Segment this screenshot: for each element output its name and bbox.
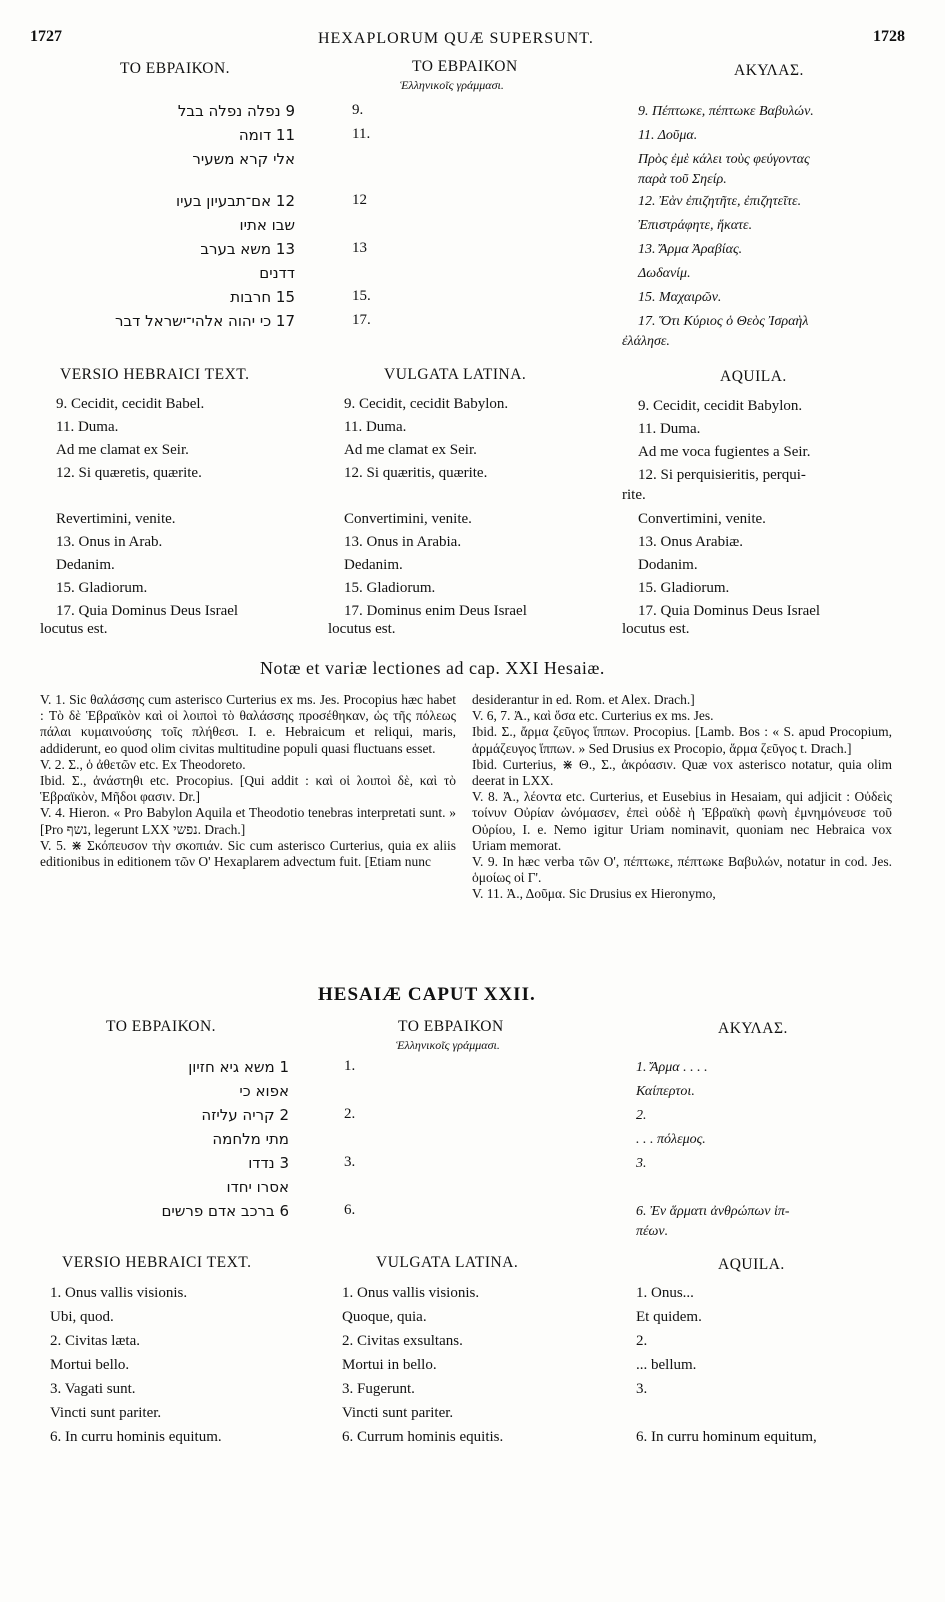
translit-verse-number: 12 [352, 192, 367, 208]
hebrew-line: אפוא כי [239, 1082, 289, 1100]
aquila-greek-line: 2. [636, 1108, 647, 1123]
hebrew-line: אלי קרא משעיר [192, 150, 295, 168]
translit-column-subheading: Ἑλληνικοῖς γράμμασι. [400, 78, 504, 92]
aquila-column-heading: ΑΚΥΛΑΣ. [734, 62, 804, 79]
translit-column-heading: ΤΟ ΕΒΡΑΙΚΟΝ [412, 58, 518, 75]
versio-line: 12. Si quæretis, quærite. [56, 465, 202, 481]
vulgata-line: 6. Currum hominis equitis. [342, 1429, 504, 1445]
translit-verse-number: 13 [352, 240, 367, 256]
aquila-latin-line: 2. [636, 1333, 648, 1349]
aquila-latin-line: locutus est. [622, 621, 690, 637]
versio-line: Mortui bello. [50, 1357, 130, 1373]
hebrew-line: 3 נדדו [248, 1154, 289, 1172]
versio-line: 3. Vagati sunt. [50, 1381, 136, 1397]
translit-verse-number: 1. [344, 1058, 356, 1074]
note-paragraph: V. 8. Ἀ., λέοντα etc. Curterius, et Eusebius in Hesaiam, qui adjicit : Οὐδεὶς τοίνυν Οὐρίαν ὠνόμασεν, ἐπεὶ οὐδὲ ἡ Ἑβραϊκὴ φωνὴ ἐμνημόνευσε τοῦ Οὐρίου, I. e. Nemo igitur Uriam nominavit, quoniam nec Hebraica vox Uriam memorat. [472, 789, 892, 853]
aquila-latin-line: 13. Onus Arabiæ. [638, 534, 743, 550]
chapter-heading: HESAIÆ CAPUT XXII. [318, 984, 536, 1005]
note-paragraph: desiderantur in ed. Rom. et Alex. Drach.] [472, 692, 695, 707]
aquila-latin-line: 12. Si perquisieritis, perqui- [638, 467, 806, 483]
vulgata-line: 1. Onus vallis visionis. [342, 1285, 480, 1301]
aquila-greek-line: ἐλάλησε. [622, 334, 670, 349]
aquila-greek-line: 15. Μαχαιρῶν. [638, 290, 722, 305]
aquila-greek-line: πέων. [636, 1224, 669, 1239]
note-paragraph: V. 11. Ἀ., Δοῦμα. Sic Drusius ex Hieronymo, [472, 886, 716, 902]
versio-line: 2. Civitas læta. [50, 1333, 140, 1349]
aquila-latin-line: 11. Duma. [638, 421, 701, 437]
vulgata-line: locutus est. [328, 621, 396, 637]
aquila-latin-line: Dodanim. [638, 557, 698, 573]
aquila-latin-line: Et quidem. [636, 1309, 702, 1325]
notes-right-column [472, 692, 892, 903]
aquila-latin-line: 1. Onus... [636, 1285, 694, 1301]
aquila-greek-line: Πρὸς ἐμὲ κάλει τοὺς φεύγοντας [638, 152, 810, 167]
aquila-latin-line: 9. Cecidit, cecidit Babylon. [638, 398, 803, 414]
translit-verse-number: 11. [352, 126, 371, 142]
vulgata-column-heading: VULGATA LATINA. [384, 366, 527, 383]
aquila-latin-line: 6. In curru hominum equitum, [636, 1429, 817, 1445]
versio-column-heading: VERSIO HEBRAICI TEXT. [60, 366, 250, 383]
vulgata-line: 12. Si quæritis, quærite. [344, 465, 488, 481]
aquila-greek-line: Καίπερτοι. [636, 1084, 695, 1099]
versio-line: 15. Gladiorum. [56, 580, 148, 596]
translit-verse-number: 15. [352, 288, 371, 304]
vulgata-line: Vincti sunt pariter. [342, 1405, 454, 1421]
vulgata-line: 15. Gladiorum. [344, 580, 436, 596]
hebrew-line: דדנים [259, 264, 295, 282]
vulgata-line: Ad me clamat ex Seir. [344, 442, 477, 458]
note-paragraph: Ibid. Σ., ἀνάστηθι etc. Procopius. [Qui addit : καὶ οἱ λοιποὶ δὲ, καὶ τὸ Ἑβραϊκὸν, Μῆδοι φασιν. Dr.] [40, 773, 456, 805]
aquila-greek-line: 17. Ὅτι Κύριος ὁ Θεὸς Ἰσραὴλ [638, 314, 809, 329]
vulgata-line: 2. Civitas exsultans. [342, 1333, 463, 1349]
note-paragraph: Ibid. Σ., ἄρμα ζεῦγος ἵππων. Procopius. [Lamb. Bos : « S. apud Procopium, ἁρμάζευγος ἵππων. » Sed Drusius ex Procopio, ἅρμα ζεῦγος t. Drach.] [472, 724, 892, 756]
vulgata-line: Convertimini, venite. [344, 511, 472, 527]
page-number-left: 1727 [30, 28, 62, 45]
translit-column-subheading: Ἑλληνικοῖς γράμμασι. [396, 1038, 500, 1052]
translit-verse-number: 3. [344, 1154, 356, 1170]
aquila-greek-line: Ἐπιστράφητε, ἥκατε. [638, 218, 753, 233]
versio-line: Dedanim. [56, 557, 115, 573]
vulgata-line: Quoque, quia. [342, 1309, 427, 1325]
hebrew-line: 12 אם־תבעיון בעיו [176, 192, 295, 210]
hebrew-column-heading: ΤΟ ΕΒΡΑΙΚΟΝ. [120, 60, 231, 77]
vulgata-column-heading: VULGATA LATINA. [376, 1254, 519, 1271]
hebrew-line: מתי מלחמה [212, 1130, 289, 1148]
aquila-latin-line: Ad me voca fugientes a Seir. [638, 444, 811, 460]
versio-line: 6. In curru hominis equitum. [50, 1429, 222, 1445]
hebrew-line: 1 משא גיא חזיון [188, 1058, 289, 1076]
versio-line: 13. Onus in Arab. [56, 534, 163, 550]
versio-line: Vincti sunt pariter. [50, 1405, 162, 1421]
translit-verse-number: 6. [344, 1202, 356, 1218]
vulgata-line: 17. Dominus enim Deus Israel [344, 603, 527, 619]
aquila-latin-line: 15. Gladiorum. [638, 580, 730, 596]
versio-column-heading: VERSIO HEBRAICI TEXT. [62, 1254, 252, 1271]
translit-verse-number: 17. [352, 312, 371, 328]
note-paragraph: V. 5. ⋇ Σκόπευσον τὴν σκοπιάν. Sic cum asterisco Curterius, quia ex aliis editionibus in editionem τῶν Ο' Hexaplarem advectum fuit. [Etiam nunc [40, 837, 456, 870]
versio-line: locutus est. [40, 621, 108, 637]
aquila-greek-line: 9. Πέπτωκε, πέπτωκε Βαβυλών. [638, 104, 814, 119]
note-paragraph: V. 4. Hieron. « Pro Babylon Aquila et Theodotio tenebras interpretati sunt. » [Pro נשף, legerunt LXX נפשי. Drach.] [40, 805, 456, 837]
aquila-greek-line: 6. Ἐν ἅρματι ἀνθρώπων ἱπ- [636, 1204, 790, 1219]
vulgata-line: 3. Fugerunt. [342, 1381, 415, 1397]
hebrew-line: 2 קריה עליזה [201, 1106, 289, 1124]
versio-line: Ad me clamat ex Seir. [56, 442, 189, 458]
hebrew-line: 6 ברכב אדם פרשים [161, 1202, 289, 1220]
note-paragraph: V. 6, 7. Ἀ., καὶ ὅσα etc. Curterius ex ms. Jes. [472, 708, 714, 724]
translit-verse-number: 2. [344, 1106, 356, 1122]
vulgata-line: 9. Cecidit, cecidit Babylon. [344, 396, 509, 412]
running-title: HEXAPLORUM QUÆ SUPERSUNT. [318, 30, 594, 47]
notes-title: Notæ et variæ lectiones ad cap. XXI Hesaiæ. [260, 658, 605, 678]
note-paragraph: V. 1. Sic θαλάσσης cum asterisco Curterius ex ms. Jes. Procopius hæc habet : Τὸ δὲ Ἑβραϊκὸν καὶ οἱ λοιποὶ τὸ θαλάσσης προσέθηκαν, ὡς τῆς πόλεως πάλαι κυμαινούσης τοῖς πλήθεσι. I. e. Hebraicum et reliqui, maris, addiderunt, eo quod olim civitas multitudine populi quasi fluctuans esset. [40, 692, 456, 756]
vulgata-line: 11. Duma. [344, 419, 407, 435]
aquila-greek-line: . . . πόλεμος. [636, 1132, 706, 1147]
aquila-greek-line: 12. Ἐὰν ἐπιζητῆτε, ἐπιζητεῖτε. [638, 194, 802, 209]
versio-line: 11. Duma. [56, 419, 119, 435]
versio-line: 1. Onus vallis visionis. [50, 1285, 188, 1301]
versio-line: Revertimini, venite. [56, 511, 176, 527]
versio-line: 17. Quia Dominus Deus Israel [56, 603, 239, 619]
aquila-latin-heading: AQUILA. [720, 368, 787, 385]
aquila-latin-line: 3. [636, 1381, 648, 1397]
aquila-greek-line: 1. Ἄρμα . . . . [636, 1060, 708, 1075]
note-paragraph: V. 9. In hæc verba τῶν Ο', πέπτωκε, πέπτωκε Βαβυλών, notatur in cod. Jes. ὁμοίως οἱ Γ'. [472, 854, 892, 886]
hebrew-line: 15 חרבות [230, 288, 295, 306]
translit-verse-number: 9. [352, 102, 364, 118]
aquila-latin-line: rite. [622, 487, 646, 503]
aquila-greek-line: 11. Δοῦμα. [638, 128, 698, 143]
vulgata-line: Dedanim. [344, 557, 403, 573]
aquila-greek-line: 3. [636, 1156, 647, 1171]
hebrew-line: אסרו יחדו [226, 1178, 289, 1196]
translit-column-heading: ΤΟ ΕΒΡΑΙΚΟΝ [398, 1018, 504, 1035]
page-number-right: 1728 [873, 28, 905, 45]
aquila-latin-line: 17. Quia Dominus Deus Israel [638, 603, 821, 619]
versio-line: 9. Cecidit, cecidit Babel. [56, 396, 205, 412]
vulgata-line: Mortui in bello. [342, 1357, 437, 1373]
aquila-latin-heading: AQUILA. [718, 1256, 785, 1273]
aquila-latin-line: Convertimini, venite. [638, 511, 766, 527]
aquila-greek-line: παρὰ τοῦ Σηείρ. [638, 172, 727, 187]
hebrew-line: 9 נפלה נפלה בבל [177, 102, 295, 120]
aquila-greek-line: Δωδανίμ. [638, 266, 691, 281]
vulgata-line: 13. Onus in Arabia. [344, 534, 462, 550]
hebrew-line: 17 כי יהוה אלהי־ישראל דבר [115, 312, 295, 330]
notes-left-column [40, 692, 456, 870]
versio-line: Ubi, quod. [50, 1309, 114, 1325]
note-paragraph: V. 2. Σ., ὁ ἀθετῶν etc. Ex Theodoreto. [40, 756, 246, 772]
hebrew-line: 13 משא בערב [200, 240, 295, 258]
aquila-greek-line: 13. Ἄρμα Ἀραβίας. [638, 242, 743, 257]
aquila-latin-line: ... bellum. [636, 1357, 697, 1373]
note-paragraph: Ibid. Curterius, ⋇ Θ., Σ., ἀκρόασιν. Quæ vox asterisco notatur, quia olim deerat in LXX. [472, 756, 892, 789]
hebrew-column-heading: ΤΟ ΕΒΡΑΙΚΟΝ. [106, 1018, 217, 1035]
hebrew-line: 11 דומה [238, 126, 295, 144]
aquila-column-heading: ΑΚΥΛΑΣ. [718, 1020, 788, 1037]
hebrew-line: שבו אתיו [239, 216, 295, 234]
